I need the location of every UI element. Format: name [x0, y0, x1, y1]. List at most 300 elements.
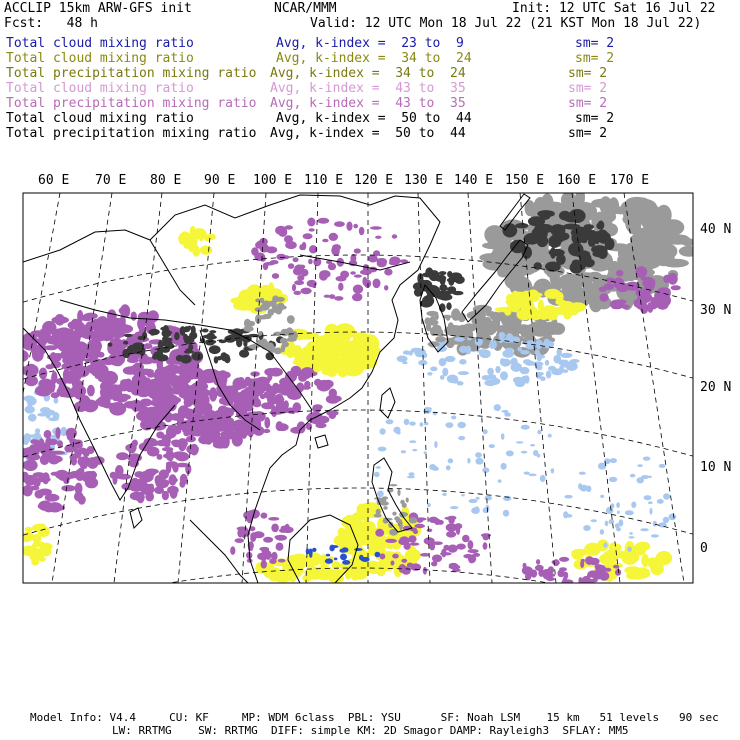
cloud-patch	[351, 519, 360, 535]
cloud-patch	[626, 572, 640, 579]
cloud-patch	[287, 331, 297, 336]
cloud-patch	[162, 491, 169, 501]
cloud-patch	[671, 285, 681, 290]
cloud-patch	[434, 441, 437, 448]
cloud-patch	[115, 465, 124, 477]
cloud-patch	[342, 560, 350, 565]
cloud-patch	[543, 569, 554, 573]
cloud-patch	[385, 539, 397, 543]
cloud-patch	[375, 236, 381, 239]
cloud-patch	[552, 225, 567, 230]
cloud-patch	[141, 369, 154, 374]
cloud-patch	[390, 484, 398, 486]
model-title: ACCLIP 15km ARW-GFS init	[4, 1, 192, 16]
cloud-patch	[185, 348, 192, 353]
cloud-patch	[352, 512, 369, 521]
cloud-patch	[536, 559, 540, 565]
cloud-patch	[448, 545, 458, 553]
cloud-patch	[180, 474, 188, 485]
cloud-patch	[239, 350, 249, 358]
cloud-patch	[605, 238, 615, 250]
cloud-patch	[32, 524, 47, 532]
cloud-patch	[313, 404, 323, 410]
cloud-patch	[556, 254, 566, 265]
cloud-patch	[476, 497, 480, 500]
cloud-patch	[603, 542, 607, 547]
cloud-patch	[316, 357, 340, 365]
cloud-patch	[155, 475, 165, 486]
cloud-patch	[600, 529, 604, 535]
cloud-patch	[200, 246, 212, 255]
cloud-patch	[422, 295, 434, 306]
cloud-patch	[564, 514, 572, 518]
lon-label: 130 E	[404, 173, 444, 188]
cloud-patch	[461, 494, 465, 496]
cloud-patch	[481, 350, 490, 358]
cloud-patch	[571, 550, 583, 560]
cloud-patch	[591, 245, 607, 254]
cloud-patch	[260, 304, 270, 311]
cloud-patch	[278, 559, 286, 563]
cloud-patch	[529, 474, 537, 477]
cloud-patch	[276, 254, 286, 260]
cloud-patch	[329, 294, 335, 299]
cloud-patch	[32, 348, 44, 362]
cloud-patch	[190, 444, 199, 456]
cloud-patch	[483, 429, 488, 434]
cloud-patch	[644, 495, 652, 500]
cloud-patch	[243, 326, 253, 332]
cloud-patch	[72, 384, 82, 393]
cloud-patch	[75, 483, 83, 495]
cloud-patch	[418, 360, 427, 366]
cloud-patch	[160, 327, 169, 331]
cloud-patch	[530, 570, 537, 578]
cloud-patch	[162, 331, 172, 335]
cloud-patch	[138, 312, 151, 323]
cloud-patch	[183, 334, 188, 341]
lon-label: 60 E	[38, 173, 70, 188]
field-avg-5: Avg, k-index = 43 to 35	[270, 96, 466, 111]
cloud-patch	[407, 476, 415, 479]
cloud-patch	[499, 332, 506, 339]
cloud-patch	[340, 554, 347, 561]
cloud-patch	[94, 364, 108, 377]
cloud-patch	[398, 538, 409, 545]
cloud-patch	[220, 407, 234, 417]
cloud-patch	[180, 356, 190, 361]
cloud-patch	[580, 560, 584, 568]
cloud-patch	[401, 559, 407, 563]
cloud-patch	[535, 340, 542, 350]
cloud-patch	[668, 273, 678, 285]
cloud-patch	[275, 394, 283, 402]
cloud-patch	[293, 257, 299, 262]
cloud-patch	[599, 293, 608, 302]
organization-label: NCAR/MMM	[274, 1, 337, 16]
cloud-patch	[462, 535, 470, 543]
field-avg-4: Avg, k-index = 43 to 35	[270, 81, 466, 96]
field-name-5: Total precipitation mixing ratio	[6, 96, 257, 111]
cloud-patch	[617, 551, 625, 559]
cloud-patch	[27, 402, 31, 408]
cloud-patch	[351, 574, 359, 580]
cloud-patch	[78, 495, 86, 505]
lon-label: 90 E	[204, 173, 236, 188]
cloud-patch	[613, 565, 619, 569]
cloud-patch	[647, 302, 658, 310]
physics-info-line: LW: RRTMG SW: RRTMG DIFF: simple KM: 2D Smagor DAMP: Rayleigh3 SFLAY: MM5	[112, 724, 629, 737]
cloud-patch	[380, 501, 389, 505]
cloud-patch	[609, 477, 617, 482]
cloud-patch	[439, 284, 447, 292]
cloud-patch	[555, 292, 564, 302]
cloud-patch	[64, 373, 82, 382]
cloud-patch	[85, 331, 101, 336]
cloud-patch	[631, 502, 636, 508]
cloud-patch	[72, 448, 78, 452]
cloud-patch	[553, 355, 561, 364]
cloud-patch	[643, 457, 651, 461]
cloud-patch	[386, 419, 394, 424]
cloud-patch	[55, 314, 65, 326]
cloud-patch	[107, 309, 117, 322]
cloud-patch	[627, 254, 639, 269]
cloud-patch	[315, 423, 326, 428]
cloud-patch	[532, 362, 544, 367]
cloud-patch	[554, 232, 569, 241]
cloud-patch	[450, 506, 458, 509]
cloud-patch	[134, 471, 144, 478]
cloud-patch	[69, 339, 82, 352]
cloud-patch	[419, 422, 423, 426]
cloud-patch	[58, 342, 68, 352]
cloud-patch	[322, 239, 328, 243]
cloud-patch	[48, 456, 59, 465]
lon-label: 150 E	[505, 173, 545, 188]
cloud-patch	[24, 433, 32, 442]
field-avg-6: Avg, k-index = 50 to 44	[276, 111, 472, 126]
cloud-patch	[346, 222, 352, 231]
cloud-patch	[595, 565, 606, 574]
cloud-patch	[317, 380, 332, 392]
cloud-patch	[353, 332, 366, 340]
cloud-patch	[454, 337, 465, 342]
cloud-patch	[572, 260, 581, 266]
cloud-patch	[353, 285, 363, 294]
cloud-patch	[380, 428, 386, 434]
cloud-patch	[299, 244, 305, 250]
cloud-patch	[613, 544, 622, 552]
cloud-patch	[270, 260, 279, 264]
cloud-patch	[402, 566, 411, 574]
cloud-patch	[35, 428, 40, 433]
cloud-patch	[455, 523, 463, 529]
cloud-patch	[48, 417, 59, 421]
cloud-patch	[164, 442, 171, 447]
cloud-patch	[409, 517, 418, 523]
cloud-patch	[124, 334, 133, 337]
cloud-patch	[308, 259, 313, 265]
cloud-patch	[328, 342, 340, 357]
cloud-patch	[122, 349, 130, 358]
cloud-patch	[634, 199, 658, 217]
cloud-patch	[329, 233, 338, 241]
cloud-patch	[445, 338, 454, 341]
cloud-patch	[288, 263, 294, 269]
cloud-patch	[515, 223, 528, 228]
cloud-patch	[306, 561, 315, 569]
cloud-patch	[653, 521, 657, 527]
field-name-3: Total precipitation mixing ratio	[6, 66, 257, 81]
cloud-patch	[253, 531, 265, 538]
cloud-patch	[647, 297, 658, 301]
cloud-patch	[138, 336, 145, 340]
cloud-patch	[450, 272, 462, 280]
cloud-patch	[192, 352, 204, 361]
cloud-patch	[392, 234, 398, 238]
lon-label: 110 E	[304, 173, 344, 188]
cloud-patch	[28, 414, 37, 422]
cloud-patch	[378, 447, 387, 452]
cloud-patch	[537, 372, 544, 376]
cloud-patch	[616, 284, 628, 292]
cloud-patch	[209, 345, 221, 354]
field-name-7: Total precipitation mixing ratio	[6, 126, 257, 141]
cloud-patch	[637, 464, 643, 467]
cloud-patch	[458, 436, 465, 440]
cloud-patch	[657, 499, 664, 504]
cloud-patch	[510, 358, 517, 366]
cloud-patch	[528, 216, 545, 226]
cloud-patch	[596, 222, 604, 229]
cloud-patch	[424, 537, 435, 544]
cloud-patch	[392, 512, 396, 516]
cloud-patch	[616, 502, 620, 508]
cloud-patch	[584, 259, 595, 268]
cloud-patch	[616, 270, 623, 277]
cloud-patch	[448, 322, 454, 330]
field-name-6: Total cloud mixing ratio	[6, 111, 194, 126]
cloud-patch	[446, 302, 451, 310]
cloud-patch	[586, 294, 597, 301]
cloud-patch	[446, 316, 451, 321]
cloud-patch	[459, 359, 466, 365]
cloud-patch	[468, 549, 479, 553]
cloud-patch	[343, 358, 353, 376]
cloud-patch	[83, 449, 90, 457]
cloud-patch	[426, 311, 438, 316]
cloud-patch	[485, 496, 493, 501]
cloud-patch	[471, 507, 480, 514]
cloud-patch	[329, 389, 337, 398]
lon-label: 120 E	[354, 173, 394, 188]
lat-label: 10 N	[700, 460, 732, 475]
cloud-patch	[563, 307, 572, 320]
cloud-patch	[546, 577, 555, 581]
cloud-patch	[451, 308, 460, 320]
cloud-patch	[468, 540, 474, 549]
cloud-patch	[523, 563, 527, 569]
cloud-patch	[245, 377, 251, 382]
cloud-patch	[306, 423, 312, 430]
cloud-patch	[457, 422, 466, 428]
cloud-patch	[196, 372, 213, 379]
cloud-patch	[221, 433, 236, 439]
cloud-patch	[272, 273, 279, 279]
lon-label: 80 E	[150, 173, 182, 188]
cloud-patch	[551, 468, 555, 473]
cloud-patch	[375, 529, 384, 537]
field-sm-2: sm= 2	[575, 51, 615, 66]
cloud-patch	[374, 472, 380, 477]
cloud-patch	[264, 417, 270, 429]
cloud-patch	[33, 478, 41, 488]
lon-label: 70 E	[95, 173, 127, 188]
cloud-patch	[439, 358, 447, 366]
cloud-patch	[171, 440, 181, 446]
cloud-patch	[309, 549, 313, 556]
cloud-patch	[434, 518, 440, 525]
cloud-patch	[87, 385, 95, 397]
cloud-patch	[659, 464, 666, 468]
cloud-patch	[630, 474, 636, 478]
lat-label: 40 N	[700, 222, 732, 237]
cloud-patch	[198, 409, 213, 414]
cloud-patch	[179, 387, 194, 399]
cloud-patch	[483, 534, 489, 540]
cloud-patch	[273, 570, 288, 582]
cloud-patch	[396, 519, 402, 524]
cloud-patch	[261, 513, 268, 519]
cloud-patch	[84, 313, 98, 320]
cloud-patch	[143, 488, 153, 494]
cloud-patch	[404, 419, 410, 425]
cloud-patch	[336, 246, 340, 254]
cloud-patch	[513, 377, 524, 383]
cloud-patch	[376, 509, 381, 515]
cloud-patch	[452, 378, 459, 384]
cloud-patch	[640, 528, 649, 531]
cloud-patch	[202, 329, 209, 333]
field-name-4: Total cloud mixing ratio	[6, 81, 194, 96]
cloud-patch	[276, 543, 284, 551]
cloud-patch	[291, 366, 302, 376]
cloud-patch	[258, 331, 263, 336]
cloud-patch	[309, 228, 315, 231]
cloud-patch	[187, 371, 196, 380]
cloud-patch	[458, 371, 469, 375]
cloud-patch	[537, 430, 541, 435]
cloud-patch	[276, 421, 284, 431]
cloud-patch	[356, 346, 374, 355]
cloud-patch	[581, 238, 587, 243]
cloud-patch	[451, 416, 456, 420]
cloud-patch	[442, 368, 448, 377]
cloud-patch	[594, 234, 604, 241]
cloud-patch	[68, 321, 85, 330]
cloud-patch	[605, 521, 609, 527]
cloud-patch	[370, 226, 382, 229]
cloud-patch	[193, 229, 199, 234]
cloud-patch	[255, 399, 261, 407]
cloud-patch	[482, 468, 489, 473]
cloud-patch	[191, 326, 196, 335]
model-info-line: Model Info: V4.4 CU: KF MP: WDM 6class PBL: YSU SF: Noah LSM 15 km 51 levels 90 sec	[30, 711, 719, 724]
cloud-patch	[537, 250, 550, 263]
cloud-patch	[469, 499, 478, 503]
cloud-patch	[576, 246, 583, 253]
cloud-patch	[415, 352, 423, 357]
cloud-patch	[578, 483, 582, 489]
cloud-patch	[489, 444, 495, 448]
cloud-patch	[409, 472, 415, 476]
cloud-patch	[650, 508, 653, 515]
cloud-patch	[561, 285, 580, 299]
cloud-patch	[520, 367, 530, 374]
cloud-patch	[326, 554, 330, 557]
cloud-patch	[354, 548, 363, 551]
cloud-patch	[319, 270, 330, 278]
lon-label: 160 E	[557, 173, 597, 188]
cloud-patch	[524, 375, 529, 383]
cloud-patch	[600, 495, 604, 498]
cloud-patch	[329, 545, 334, 552]
cloud-patch	[172, 463, 179, 470]
cloud-patch	[169, 474, 177, 485]
cloud-patch	[239, 298, 247, 308]
cloud-patch	[102, 385, 119, 390]
cloud-patch	[156, 432, 164, 439]
cloud-patch	[391, 561, 395, 566]
cloud-patch	[224, 356, 230, 363]
cloud-patch	[503, 510, 509, 517]
cloud-patch	[615, 523, 620, 528]
cloud-patch	[119, 307, 129, 314]
cloud-patch	[548, 366, 556, 371]
cloud-patch	[156, 386, 165, 398]
cloud-patch	[439, 271, 447, 275]
cloud-patch	[506, 450, 514, 456]
cloud-patch	[353, 224, 358, 229]
cloud-patch	[494, 404, 501, 411]
cloud-patch	[383, 506, 387, 510]
cloud-patch	[447, 286, 456, 293]
cloud-patch	[22, 485, 32, 496]
field-sm-7: sm= 2	[568, 126, 608, 141]
cloud-patch	[375, 552, 381, 558]
cloud-patch	[13, 350, 29, 363]
cloud-patch	[55, 427, 60, 439]
cloud-patch	[364, 279, 371, 288]
cloud-patch	[446, 465, 451, 470]
cloud-patch	[377, 259, 388, 264]
forecast-hour: Fcst: 48 h	[4, 16, 98, 31]
cloud-patch	[521, 451, 528, 454]
cloud-patch	[427, 372, 432, 376]
cloud-patch	[397, 356, 408, 363]
cloud-patch	[564, 495, 572, 499]
cloud-patch	[503, 496, 511, 501]
cloud-patch	[299, 265, 305, 269]
cloud-patch	[285, 241, 297, 249]
cloud-patch	[669, 514, 677, 521]
cloud-patch	[622, 304, 630, 309]
cloud-patch	[544, 339, 550, 346]
cloud-patch	[425, 267, 433, 277]
cloud-patch	[392, 554, 399, 559]
cloud-patch	[202, 335, 213, 339]
